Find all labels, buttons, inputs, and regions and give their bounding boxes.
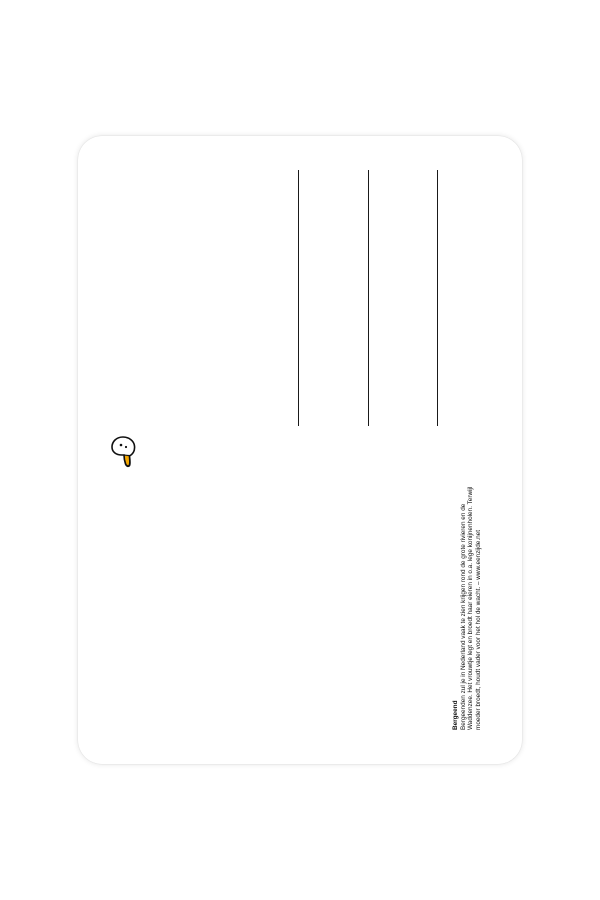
caption-title: Bergeend: [452, 700, 459, 730]
address-line: [298, 170, 299, 426]
address-line: [368, 170, 369, 426]
caption-body: Bergeenden zul je in Nederland vaak te zien krijgen rond de grote rivieren en de Waddenzee. Het vrouwtje legt en broedt haar eieren in o.a. lege konijnenholen. Terwijl moeder broedt, houdt vader voor het hol de wacht. – www.eenzijde.net: [459, 486, 482, 730]
address-line: [437, 170, 438, 426]
species-caption: [452, 468, 482, 730]
postcard-back: [78, 136, 522, 764]
bird-head-logo-icon: [110, 434, 138, 470]
